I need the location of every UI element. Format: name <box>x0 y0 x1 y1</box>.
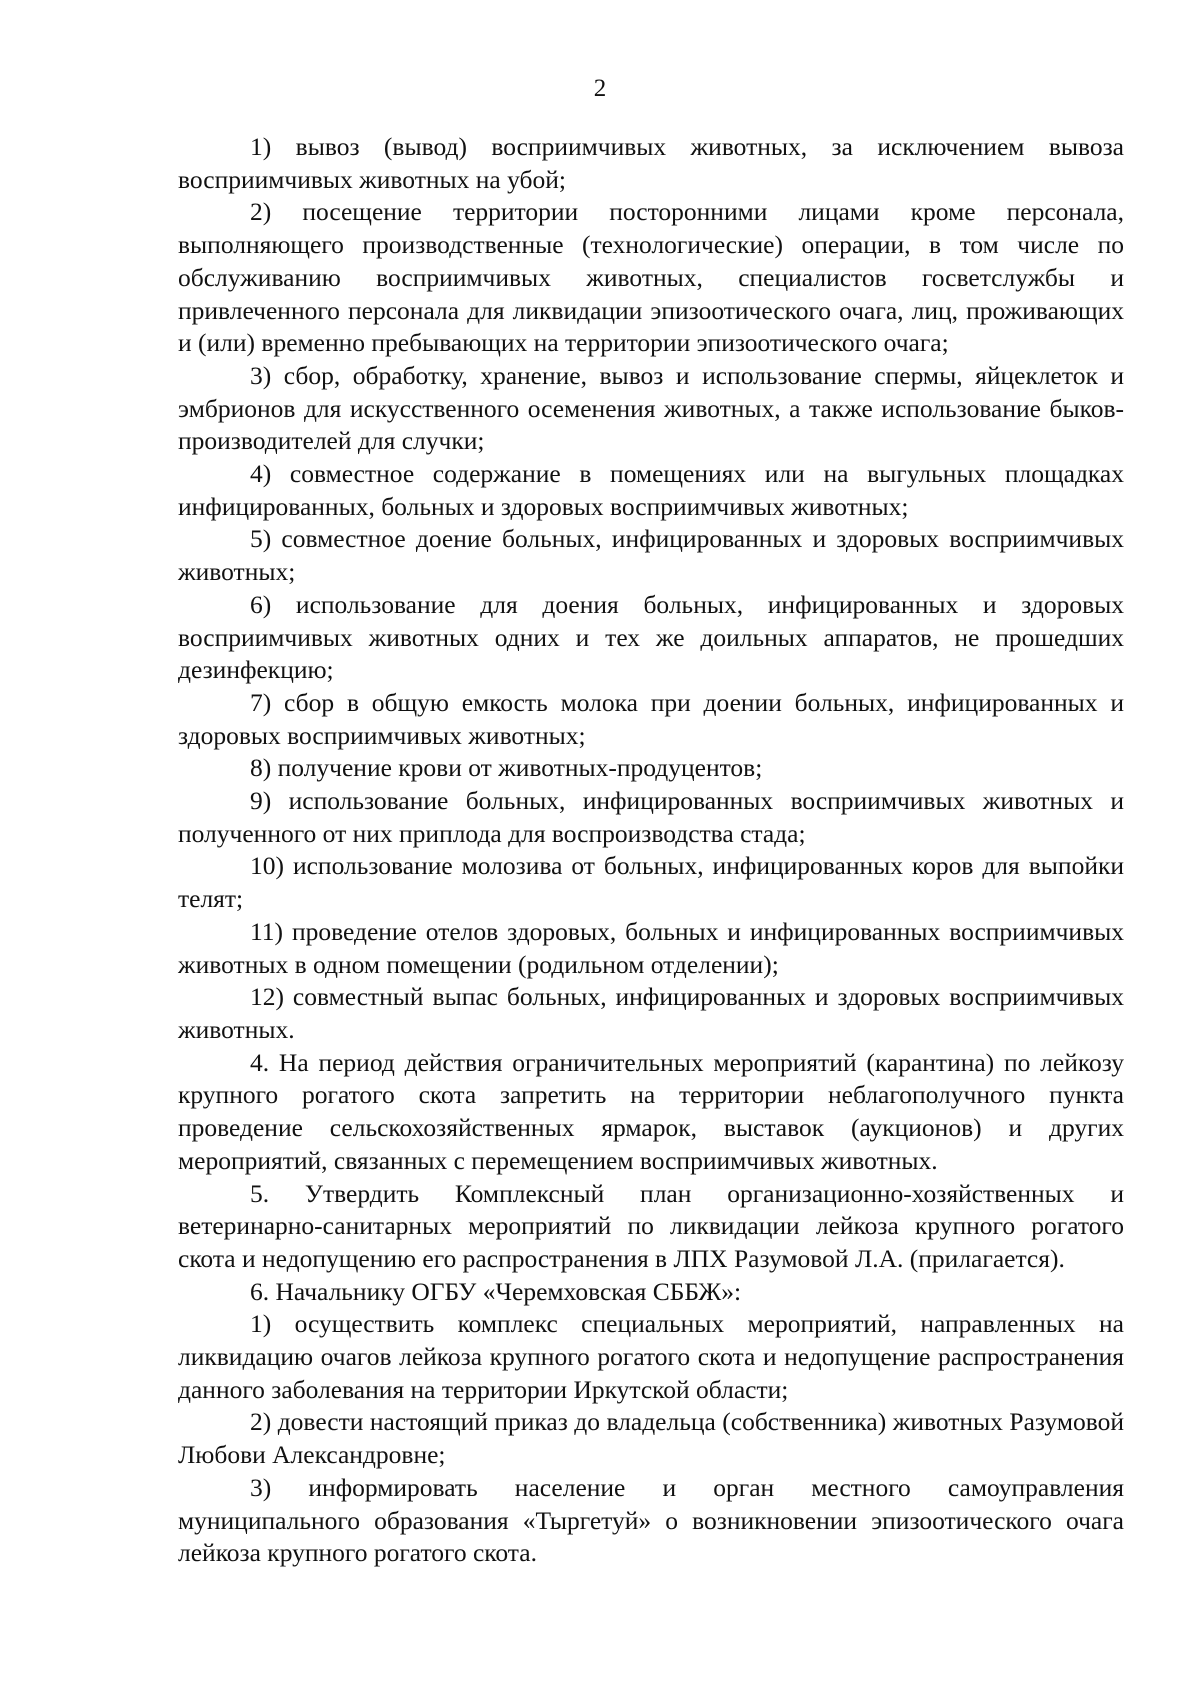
paragraph-item-10: 10) использование молозива от больных, инфицированных коров для выпойки телят; <box>178 851 1124 914</box>
paragraph-clause-6-item-1: 1) осуществить комплекс специальных мероприятий, направленных на ликвидацию очагов лейкоза крупного рогатого скота и недопущение распространения данного заболевания на территории Иркутской области; <box>178 1309 1124 1404</box>
paragraph-item-3: 3) сбор, обработку, хранение, вывоз и использование спермы, яйцеклеток и эмбрионов для искусственного осеменения животных, а также использование быков-производителей для случки; <box>178 360 1124 456</box>
paragraph-clause-4: 4. На период действия ограничительных мероприятий (карантина) по лейкозу крупного рогатого скота запретить на территории неблагополучного пункта проведение сельскохозяйственных ярмарок, выставок (аукционов) и других мероприятий, связанных с перемещением восприимчивых животных. <box>178 1047 1124 1175</box>
paragraph-item-5: 5) совместное доение больных, инфицированных и здоровых восприимчивых животных; <box>178 524 1124 587</box>
page-number: 2 <box>593 75 607 102</box>
paragraph-clause-5: 5. Утвердить Комплексный план организационно-хозяйственных и ветеринарно-санитарных мероприятий по ликвидации лейкоза крупного рогатого скота и недопущению его распространения в ЛПХ Разумовой Л.А. (прилагается). <box>178 1178 1124 1273</box>
paragraph-item-12: 12) совместный выпас больных, инфицированных и здоровых восприимчивых животных. <box>178 982 1124 1044</box>
paragraph-item-6: 6) использование для доения больных, инфицированных и здоровых восприимчивых животных одних и тех же доильных аппаратов, не прошедших дезинфекцию; <box>178 589 1124 685</box>
paragraph-item-2: 2) посещение территории посторонними лицами кроме персонала, выполняющего производственные (технологические) операции, в том числе по обслуживанию восприимчивых животных, специалистов госветслужбы и привлеченного персонала для ликвидации эпизоотического очага, лиц, проживающих и (или) временно пребывающих на территории эпизоотического очага; <box>178 197 1124 358</box>
paragraph-clause-6-item-3: 3) информировать население и орган местного самоуправления муниципального образования «Тыргетуй» о возникновении эпизоотического очага лейкоза крупного рогатого скота. <box>178 1472 1124 1568</box>
paragraph-clause-6: 6. Начальнику ОГБУ «Черемховская СББЖ»: <box>250 1276 742 1306</box>
paragraph-item-8: 8) получение крови от животных-продуцентов; <box>250 753 763 783</box>
paragraph-item-9: 9) использование больных, инфицированных восприимчивых животных и полученного от них приплода для воспроизводства стада; <box>178 786 1124 848</box>
paragraph-item-11: 11) проведение отелов здоровых, больных и инфицированных восприимчивых животных в одном помещении (родильном отделении); <box>178 916 1124 979</box>
paragraph-item-1: 1) вывоз (вывод) восприимчивых животных, за исключением вывоза восприимчивых животных на убой; <box>178 132 1124 194</box>
paragraph-item-7: 7) сбор в общую емкость молока при доении больных, инфицированных и здоровых восприимчивых животных; <box>178 687 1124 750</box>
paragraph-clause-6-item-2: 2) довести настоящий приказ до владельца (собственника) животных Разумовой Любови Александровне; <box>178 1407 1124 1470</box>
document-body <box>178 131 1124 1570</box>
paragraph-item-4: 4) совместное содержание в помещениях или на выгульных площадках инфицированных, больных и здоровых восприимчивых животных; <box>178 459 1124 521</box>
